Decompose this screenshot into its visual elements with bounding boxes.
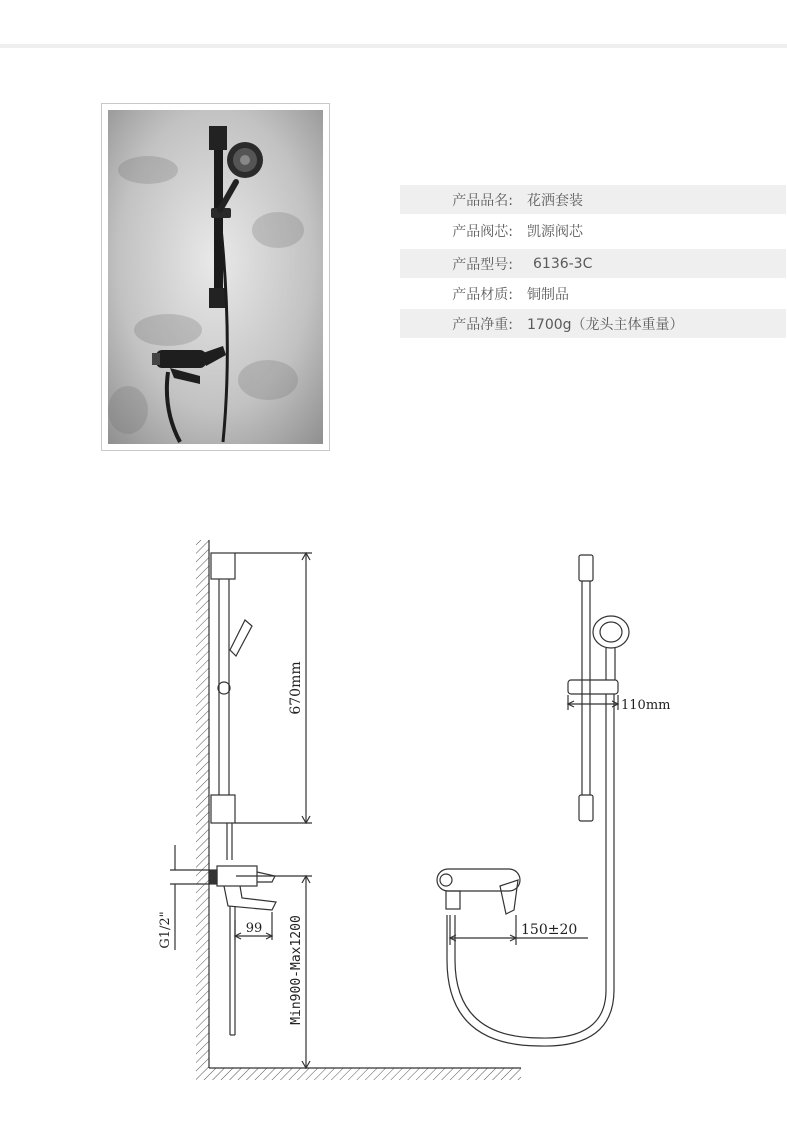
front-mixer (437, 869, 520, 891)
floor-hatch (196, 1068, 521, 1080)
spec-label: 产品材质: (452, 286, 513, 303)
dim-height-label: 670mm (288, 661, 304, 715)
spec-value: 凯源阀芯 (527, 223, 583, 240)
dim-center-label: 150±20 (521, 922, 578, 938)
dim-slider-label: 110mm (621, 698, 671, 713)
spec-label: 产品品名: (452, 192, 513, 209)
shower-set-photo (108, 110, 323, 444)
top-divider (0, 44, 787, 48)
technical-drawing (0, 520, 787, 1145)
spec-label: 产品净重: (452, 316, 513, 333)
front-slider (568, 680, 618, 694)
spec-row-weight (400, 309, 786, 338)
front-bottom-bracket (579, 795, 593, 821)
wall-hatch (196, 540, 209, 1068)
dim-spout-label: 99 (245, 921, 263, 936)
spec-value: 6136-3C (533, 255, 593, 272)
spec-value: 铜制品 (527, 286, 569, 303)
spec-row-cartridge (400, 216, 786, 245)
front-top-bracket (579, 555, 593, 581)
bottom-bracket (211, 795, 235, 823)
spec-table (400, 185, 786, 338)
spec-label: 产品型号: (452, 256, 513, 273)
spec-row-name (400, 185, 786, 214)
dim-install-label: Min900-Max1200 (289, 915, 304, 1025)
spec-row-model (400, 249, 786, 278)
product-photo (108, 110, 323, 444)
spec-value: 花洒套装 (527, 192, 583, 209)
spec-value: 1700g（龙头主体重量） (527, 316, 684, 333)
spec-row-material (400, 279, 786, 308)
top-bracket (211, 553, 235, 579)
dim-thread-label: G1/2" (158, 911, 173, 949)
spec-label: 产品阀芯: (452, 223, 513, 240)
product-photo-frame (101, 103, 330, 451)
